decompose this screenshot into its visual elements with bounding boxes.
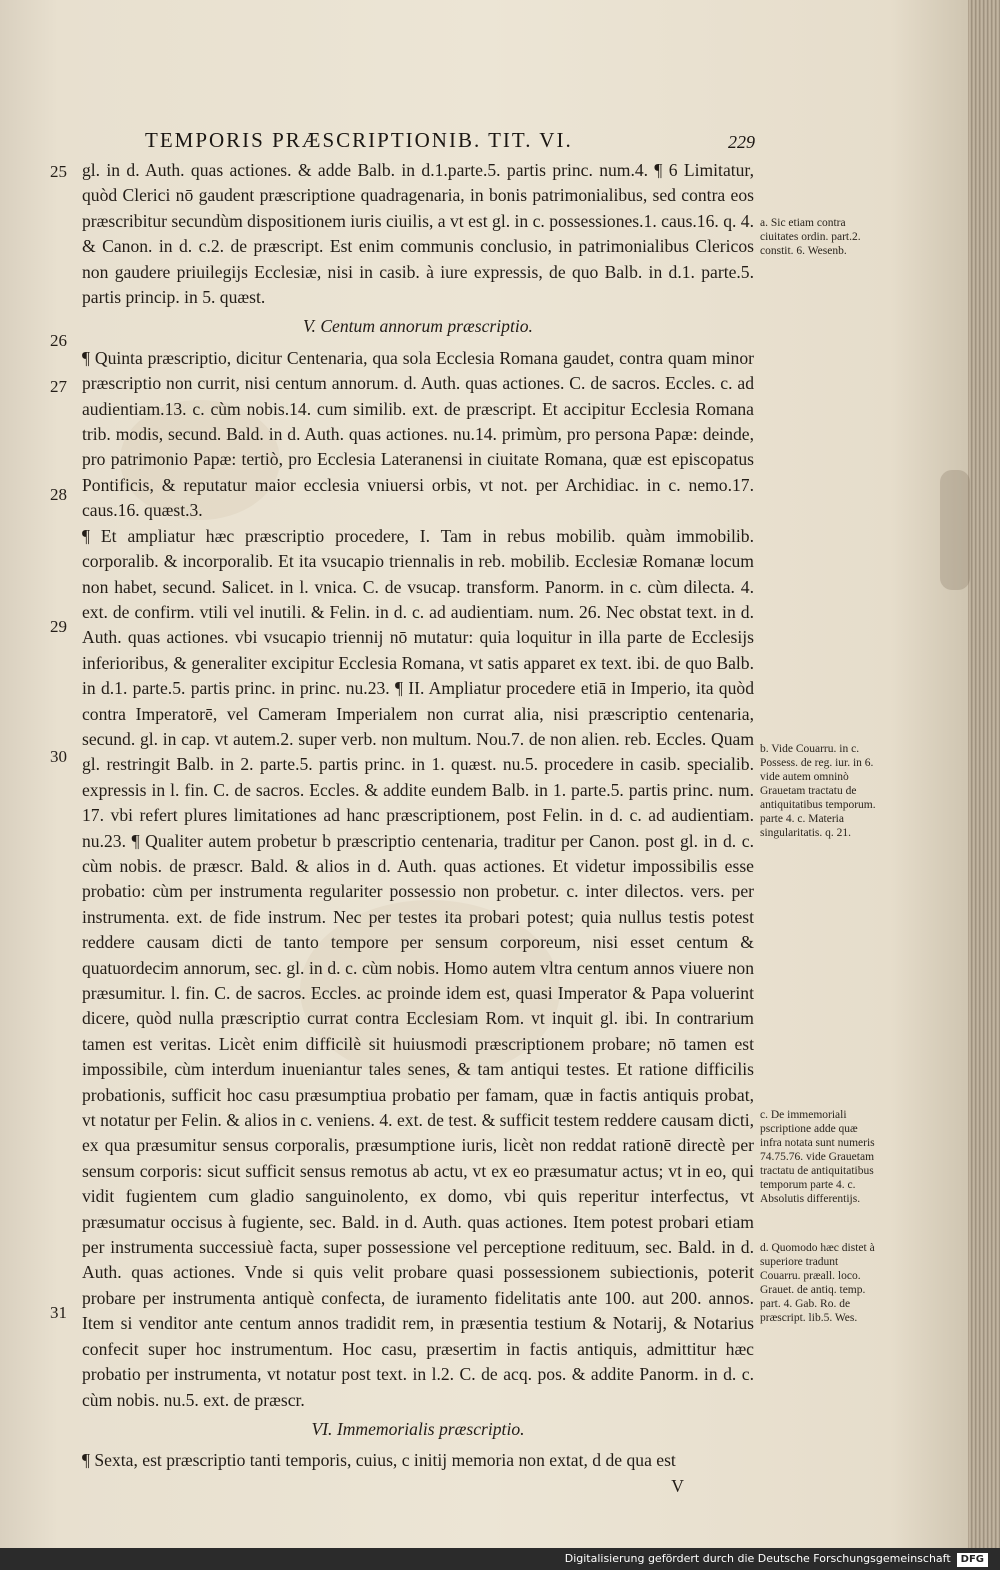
section-heading: V. Centum annorum præscriptio. (303, 316, 533, 337)
section-heading: VI. Immemorialis præscriptio. (311, 1418, 525, 1439)
paragraph: ¶ Quinta præscriptio, dicitur Centenaria, qua sola Ecclesia Romana gaudet, contra quam minor præscriptio non currit, nisi centum annorum. d. Auth. quas actiones. C. de sacros. Eccles. c. ad audientiam.13. c. cùm nobis.14. cum similib. ext. de præscript. Et accipitur Ecclesia Romana trib. modis, secund. Bald. in d. Auth. quas actiones. nu.14. primùm, pro persona Papæ: deinde, pro patrimonio Papæ: tertiò, pro Ecclesia Lateranensi in ciuitate Romana, quæ est episcopatus Pontificis, & reputatur maior ecclesia vniuersi orbis, vt not. per Archidiac. in c. nemo.17. caus.16. quæst.3. (82, 347, 754, 521)
running-title: TEMPORIS PRÆSCRIPTIONIB. TIT. VI. (145, 128, 573, 152)
page-number: 229 (728, 132, 755, 152)
paragraph: ¶ Et ampliatur hæc præscriptio procedere, I. Tam in rebus mobilib. quàm immobilib. corporalib. & incorporalib. Et ita vsucapio triennalis in reb. mobilib. Ecclesiæ Romanæ locum non habet, secund. Salicet. in l. vnica. C. de vsucap. transform. Panorm. in c. cùm dilecta. 4. ext. de confirm. vtili vel inutili. & Felin. in d. c. ad audientiam. num. 26. Nec obstat text. in d. Auth. quas actiones. vbi vsucapio triennij nō mutatur: quia loquitur in illa parte de Ecclesijs inferioribus, & generaliter excipitur Ecclesia Romana, vt satis apparet ex text. ibi. de quo Balb. in d.1. parte.5. partis princ. in princ. nu.23. ¶ II. Ampliatur procedere etiā in Imperio, ita quòd contra Imperatorē, vel Cameram Imperialem non currat alia, nisi præscriptio centenaria, secund. gl. in cap. vt autem.2. super verb. non multum. Nou.7. de non alien. reb. Eccles. Quam gl. restringit Balb. in 2. parte.5. partis princ. in 1. quæst. nu.5. procedere in casib. specialib. expressis in l. fin. C. de sacros. Eccles. & addite eundem Balb. in 1. parte.5. partis princ. num. 17. vbi refert plures limitationes ad hanc præscriptionem, post Felin. in d. c. ad audientiam. nu.23. ¶ Qualiter autem probetur b præscriptio centenaria, traditur per Canon. post gl. in d. c. cùm nobis. de præscr. Bald. & alios in d. Auth. quas actiones. Et videtur impossibilis esse probatio: cùm per instrumenta regulariter possessio non probetur. c. inter dilectos. vers. per instrumenta. ext. de fide instrum. Nec per testes ita probari potest; quia nullus testis potest reddere causam dicti de tanto tempore per sensum corporeum, nisi esset centum & quatuordecim annorum, sec. gl. in d. c. cùm nobis. Homo autem vltra centum annos viuere non præsumitur. l. fin. C. de sacros. Eccles. ac proinde idem est, quasi Imperator & Papa voluerint dicere, quòd nulla præscriptio currat contra Ecclesiam Rom. vt inquit gl. ibi. In contrarium tamen est veritas. Licèt enim difficilè sit huiusmodi præscriptionem probare; nō tamen est impossibile, cùm interdum inueniantur tales senes, & tam antiqui testes. Et ratione difficilis probationis, sufficit hoc casu præsumptiua probatio per famam, quæ in factis antiquis probat, vt notatur per Felin. & alios in c. veniens. 4. ext. de test. & sufficit testem reddere causam dicti, ex qua præsumitur sensus corporalis, præsumptione iuris, licèt non reddat rationē directè per sensum corporis: sicut sufficit sensus remotus ab actu, vt ex eo præsumatur actus; vt in eo, qui vidit fugientem cum gladio sanguinolento, ex domo, vbi quis reperitur interfectus, vt præsumatur occisus à fugiente, sec. Bald. in d. Auth. quas actiones. Item potest probari etiam per instrumenta successiuè facta, super possessione vel perceptione redituum, sec. Bald. in d. Auth. quas actiones. Vnde si quis velit probare quasi possessionem subiectionis, poterit probare per instrumenta antiquè confecta, de iuramento fidelitatis ante 100. aut 200. annos. Item si venditor ante centum annos tradidit rem, in præsentia testium & Notarij, & Notarius confecit super hoc instrumentum. Hoc casu, præsertim in factis antiquis, admittitur hæc probatio per instrumenta, vt notatur post text. in l.2. C. de acq. pos. & addite Panorm. in d. c. cùm nobis. nu.5. ext. de præscr. (82, 525, 754, 1410)
margin-number: 27 (50, 377, 67, 396)
margin-note-a: a. Sic etiam contra ciuitates ordin. part.2. constit. 6. Wesenb. (760, 217, 861, 257)
main-text-column (82, 158, 754, 1499)
digitization-footer (0, 1548, 1000, 1570)
margin-note-b: b. Vide Couarru. in c. Possess. de reg. iur. in 6. vide autem omninò Grauetam tractatu de antiquitatibus temporum. parte 4. c. Materia singularitatis. q. 21. (760, 743, 876, 839)
margin-number: 28 (50, 485, 67, 504)
paragraph: ¶ Sexta, est præscriptio tanti temporis, cuius, c initij memoria non extat, d de qua est (82, 1450, 676, 1471)
margin-number: 30 (50, 747, 67, 766)
dfg-logo: DFG (957, 1553, 988, 1567)
margin-number: 29 (50, 617, 67, 636)
paragraph: gl. in d. Auth. quas actiones. & adde Balb. in d.1.parte.5. partis princ. num.4. ¶ 6 Limitatur, quòd Clerici nō gaudent præscriptione quadragenaria, in bonis patrimonialibus, sed contra eos præscribitur secundùm dispositionem iuris ciuilis, a vt est gl. in c. possessiones.1. caus.16. q. 4. & Canon. in d. c.2. de præscript. Est enim communis conclusio, in patrimonialibus Clericos non gaudere priuilegijs Ecclesiæ, nisi in casib. à iure expressis, de quo Balb. in d.1. parte.5. partis princip. in 5. quæst. (82, 160, 754, 308)
margin-number: 26 (50, 331, 67, 350)
margin-note-c: c. De immemoriali pscriptione adde quæ infra notata sunt numeris 74.75.76. vide Grauetam tractatu de antiquitatibus temporum parte 4. c. Absolutis differentijs. (760, 1109, 875, 1205)
footer-credit: Digitalisierung gefördert durch die Deutsche Forschungsgemeinschaft (564, 1552, 951, 1565)
page-tab-shadow (940, 470, 970, 590)
margin-note-d: d. Quomodo hæc distet à superiore tradunt Couarru. præall. loco. Grauet. de antiq. temp. part. 4. Gab. Ro. de præscript. lib.5. Wes. (760, 1242, 875, 1324)
margin-number: 31 (50, 1303, 67, 1322)
catchword: V (671, 1475, 684, 1496)
margin-number: 25 (50, 162, 67, 181)
page-edge (968, 0, 1000, 1548)
